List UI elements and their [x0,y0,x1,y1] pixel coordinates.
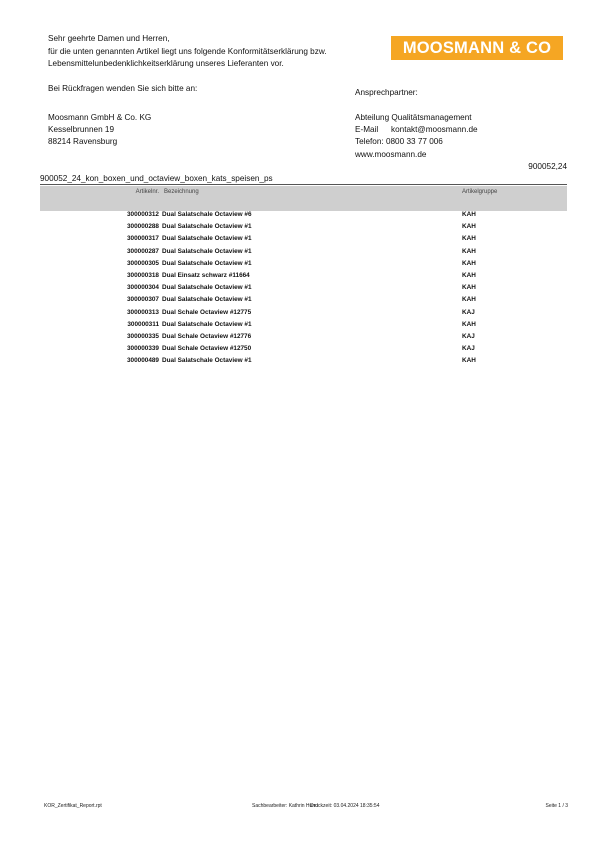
article-no: 300000304 [127,284,159,292]
article-no: 300000311 [127,320,159,328]
footer-editor: Sachbearbeiter: Kathrin Hund [252,803,318,809]
header-group: Artikelgruppe [462,189,498,195]
contact-department: Abteilung Qualitätsmanagement [355,113,472,122]
article-description: Dual Salatschale Octaview #1 [162,296,252,304]
intro-line-2: für die unten genannten Artikel liegt uns folgende Konformitätserklärung bzw. [48,46,327,56]
table-row [40,356,567,368]
article-no: 300000313 [127,308,159,316]
table-header [40,186,567,211]
article-description: Dual Schale Octaview #12750 [162,345,252,353]
footer-page-number: Seite 1 / 3 [545,803,568,809]
article-description: Dual Salatschale Octaview #1 [162,247,252,255]
article-group: KAH [462,235,476,243]
article-no: 300000312 [127,211,159,218]
article-no: 300000288 [127,223,159,231]
article-group: KAH [462,296,476,304]
table-row [40,332,567,344]
table-row [40,259,567,271]
document-title: 900052_24_kon_boxen_und_octaview_boxen_kats_speisen_ps [40,174,273,183]
article-description: Dual Salatschale Octaview #1 [162,223,252,231]
article-no: 300000318 [127,271,159,279]
table-row [40,210,567,222]
article-group: KAH [462,211,476,218]
company-name: Moosmann GmbH & Co. KG [48,113,152,122]
company-city: 88214 Ravensburg [48,137,118,147]
contact-phone: Telefon: 0800 33 77 006 [355,137,443,147]
website-link[interactable]: www.moosmann.de [355,149,427,159]
table-row [40,222,567,234]
table-row [40,320,567,332]
title-divider [40,184,567,185]
article-no: 300000335 [127,332,159,340]
table-row [40,344,567,356]
table-row [40,283,567,295]
returns-label: Bei Rückfragen wenden Sie sich bitte an: [48,84,198,93]
intro-line-3: Lebensmittelunbedenklichkeitserklärung unseres Lieferanten vor. [48,59,284,68]
table-row [40,295,567,307]
contact-block [355,112,478,161]
email-link[interactable]: kontakt@moosmann.de [391,125,478,135]
intro-text [48,33,327,96]
article-description: Dual Salatschale Octaview #1 [162,284,252,292]
company-street: Kesselbrunnen 19 [48,125,115,135]
article-group: KAH [462,357,476,365]
article-group: KAH [462,320,476,328]
article-group: KAH [462,223,476,231]
article-description: Dual Schale Octaview #12775 [162,308,252,316]
article-group: KAH [462,247,476,255]
company-address [48,112,151,149]
article-group: KAJ [462,345,475,353]
salutation: Sehr geehrte Damen und Herren, [48,34,170,43]
header-article-no: Artikelnr. [135,189,159,195]
article-no: 300000489 [127,357,159,365]
table-row [40,308,567,320]
article-description: Dual Einsatz schwarz #11664 [162,271,250,279]
table-body [40,210,567,368]
article-group: KAH [462,271,476,279]
company-logo [391,36,563,60]
email-row [355,124,478,136]
article-no: 300000317 [127,235,159,243]
article-group: KAH [462,284,476,292]
article-group: KAJ [462,332,475,340]
article-description: Dual Salatschale Octaview #1 [162,259,252,267]
article-no: 300000339 [127,345,159,353]
article-no: 300000307 [127,296,159,304]
article-description: Dual Salatschale Octaview #1 [162,235,252,243]
reference-number: 900052,24 [528,162,567,171]
contact-heading: Ansprechpartner: [355,88,418,97]
article-description: Dual Salatschale Octaview #1 [162,320,252,328]
footer-report-name: KOR_Zertifikat_Report.rpt [44,803,102,809]
article-description: Dual Salatschale Octaview #1 [162,357,252,365]
table-row [40,271,567,283]
table-row [40,234,567,246]
article-no: 300000287 [127,247,159,255]
article-group: KAJ [462,308,475,316]
table-row [40,247,567,259]
email-label: E-Mail [355,125,379,135]
header-description: Bezeichnung [164,189,199,195]
article-no: 300000305 [127,259,159,267]
logo-text: MOOSMANN & CO [402,38,552,57]
article-description: Dual Salatschale Octaview #6 [162,211,252,218]
article-group: KAH [462,259,476,267]
footer-print-time: Druckzeit: 03.04.2024 18:35:54 [310,803,380,809]
article-description: Dual Schale Octaview #12776 [162,332,252,340]
